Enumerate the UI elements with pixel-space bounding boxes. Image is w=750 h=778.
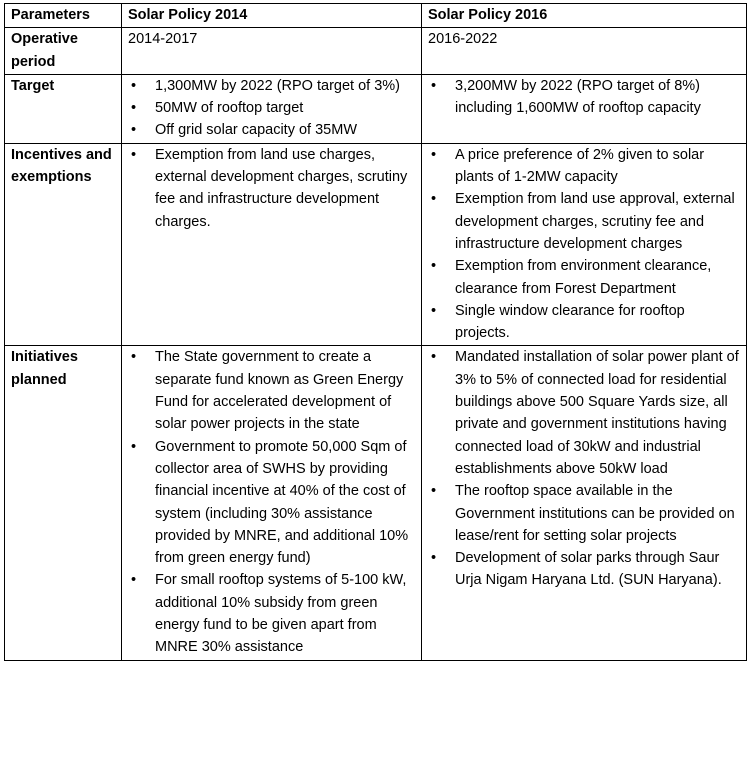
- row-target: [5, 74, 747, 143]
- row-operative-period: [5, 28, 747, 75]
- header-solar-policy-2014: Solar Policy 2014: [122, 4, 422, 28]
- list-item: • Government to promote 50,000 Sqm of collector area of SWHS by providing financial incentive at 40% of the cost of system (including 30% assistance provided by MNRE, and additional 10% from green energy fund): [128, 436, 415, 570]
- target-2014-list: [128, 75, 415, 142]
- list-item: • Exemption from land use charges, external development charges, scrutiny fee and infrastructure development charges.: [128, 144, 415, 233]
- incentives-2014-cell: [122, 143, 422, 346]
- row-label-initiatives: Initiatives planned: [5, 346, 122, 660]
- policy-comparison-table: [4, 3, 747, 661]
- list-item: • Development of solar parks through Saur Urja Nigam Haryana Ltd. (SUN Haryana).: [428, 547, 740, 592]
- initiatives-2014-list: [128, 346, 415, 658]
- list-item: • For small rooftop systems of 5-100 kW, additional 10% subsidy from green energy fund to be given apart from MNRE 30% assistance: [128, 569, 415, 658]
- row-initiatives: [5, 346, 747, 660]
- target-2016-list: [428, 75, 740, 120]
- list-item: • Off grid solar capacity of 35MW: [128, 119, 415, 141]
- header-row: [5, 4, 747, 28]
- initiatives-2016-cell: [422, 346, 747, 660]
- incentives-2014-list: [128, 144, 415, 233]
- list-item: • The State government to create a separate fund known as Green Energy Fund for accelerated development of solar power projects in the state: [128, 346, 415, 435]
- list-item: • 50MW of rooftop target: [128, 97, 415, 119]
- target-2016-cell: [422, 74, 747, 143]
- list-item: • Single window clearance for rooftop projects.: [428, 300, 740, 345]
- list-item: • Exemption from environment clearance, clearance from Forest Department: [428, 255, 740, 300]
- list-item: • 3,200MW by 2022 (RPO target of 8%) including 1,600MW of rooftop capacity: [428, 75, 740, 120]
- incentives-2016-list: [428, 144, 740, 345]
- list-item: • Exemption from land use approval, external development charges, scrutiny fee and infrastructure development charges: [428, 188, 740, 255]
- incentives-2016-cell: [422, 143, 747, 346]
- row-incentives: [5, 143, 747, 346]
- operative-period-2016: 2016-2022: [422, 28, 747, 75]
- row-label-target: Target: [5, 74, 122, 143]
- initiatives-2016-list: [428, 346, 740, 591]
- list-item: • 1,300MW by 2022 (RPO target of 3%): [128, 75, 415, 97]
- operative-period-2014: 2014-2017: [122, 28, 422, 75]
- list-item: • A price preference of 2% given to solar plants of 1-2MW capacity: [428, 144, 740, 189]
- initiatives-2014-cell: [122, 346, 422, 660]
- row-label-operative-period: Operative period: [5, 28, 122, 75]
- header-parameters: Parameters: [5, 4, 122, 28]
- list-item: • Mandated installation of solar power plant of 3% to 5% of connected load for residential buildings above 500 Square Yards size, all private and government institutions having connected load of 30kW and industrial establishments above 50kW load: [428, 346, 740, 480]
- list-item: • The rooftop space available in the Government institutions can be provided on lease/rent for setting solar projects: [428, 480, 740, 547]
- row-label-incentives: Incentives and exemptions: [5, 143, 122, 346]
- header-solar-policy-2016: Solar Policy 2016: [422, 4, 747, 28]
- target-2014-cell: [122, 74, 422, 143]
